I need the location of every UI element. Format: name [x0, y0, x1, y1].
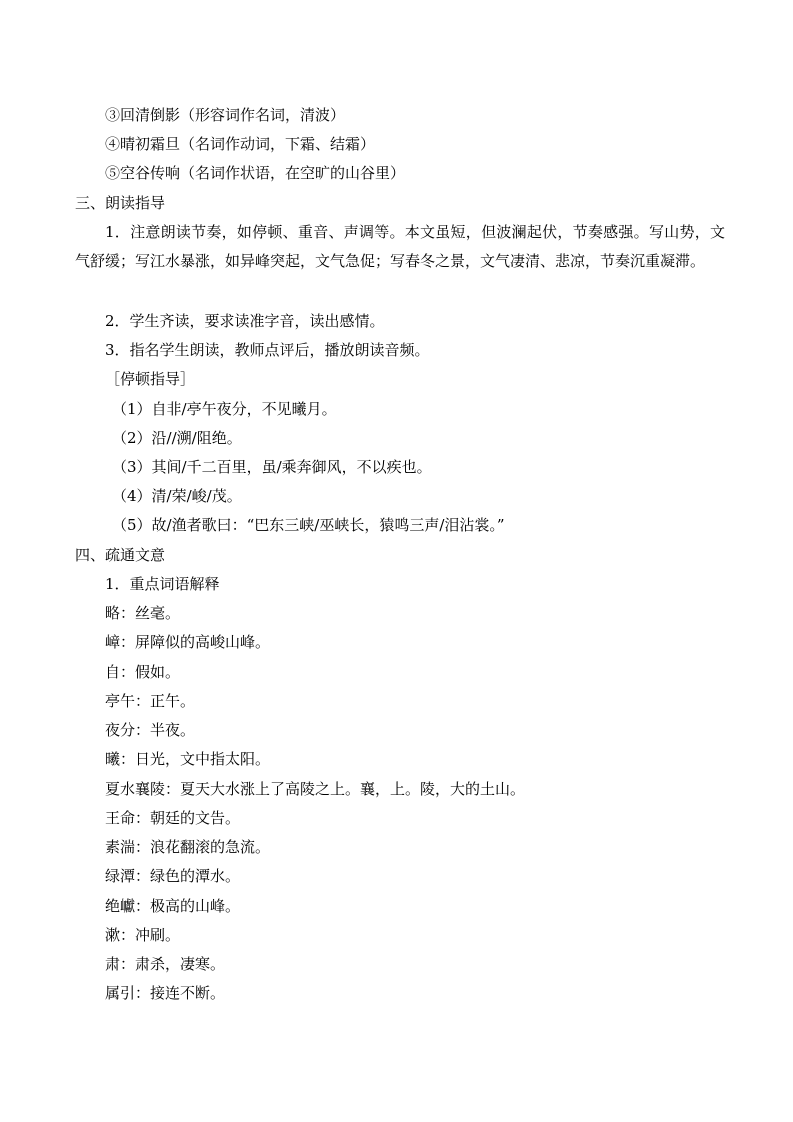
- vocab-item: 绿潭：绿色的潭水。: [105, 867, 241, 885]
- vocab-item: 曦：日光，文中指太阳。: [105, 750, 271, 768]
- reading-paragraph-2: 2．学生齐读，要求读准字音，读出感情。: [105, 312, 385, 330]
- reading-paragraph-1: 1．注意朗读节奏，如停顿、重音、声调等。本文虽短，但波澜起伏，节奏感强。写山势，文气舒缓；写江水暴涨，如异峰突起，文气急促；写春冬之景，文气凄清、悲凉，节奏沉重凝滞。: [75, 223, 725, 270]
- vocab-item: 肃：肃杀，凄寒。: [105, 955, 226, 973]
- vocab-item: 亭午：正午。: [105, 692, 196, 710]
- pause-line: （3）其间/千二百里，虽/乘奔御风，不以疾也。: [112, 458, 432, 476]
- vocab-item: 属引：接连不断。: [105, 984, 226, 1002]
- vocab-item: 夏水襄陵：夏天大水涨上了高陵之上。襄，上。陵，大的土山。: [105, 780, 526, 798]
- pause-line: （5）故/渔者歌曰：“巴东三峡/巫峡长，猿鸣三声/泪沾裳。”: [112, 516, 505, 534]
- pause-line: （2）沿//溯/阻绝。: [112, 429, 242, 447]
- pause-line: （1）自非/亭午夜分，不见曦月。: [112, 400, 337, 418]
- section-heading-meaning: 四、疏通文意: [75, 546, 166, 564]
- vocab-item: 夜分：半夜。: [105, 721, 196, 739]
- vocab-item: 漱：冲刷。: [105, 926, 181, 944]
- pause-guide-heading: ［停顿指导］: [105, 370, 196, 388]
- vocab-item: 王命：朝廷的文告。: [105, 809, 241, 827]
- item-3: ③回清倒影（形容词作名词，清波）: [105, 106, 346, 124]
- item-4: ④晴初霜旦（名词作动词，下霜、结霜）: [105, 135, 376, 153]
- vocab-heading: 1．重点词语解释: [105, 575, 220, 593]
- section-heading-reading: 三、朗读指导: [75, 194, 166, 212]
- item-5: ⑤空谷传响（名词作状语，在空旷的山谷里）: [105, 164, 406, 182]
- vocab-item: 绝巘：极高的山峰。: [105, 897, 241, 915]
- reading-paragraph-3: 3．指名学生朗读，教师点评后，播放朗读音频。: [105, 341, 430, 359]
- vocab-item: 略：丝毫。: [105, 604, 181, 622]
- vocab-item: 素湍：浪花翻滚的急流。: [105, 838, 271, 856]
- vocab-item: 嶂：屏障似的高峻山峰。: [105, 633, 271, 651]
- pause-line: （4）清/荣/峻/茂。: [112, 487, 242, 505]
- vocab-item: 自：假如。: [105, 663, 181, 681]
